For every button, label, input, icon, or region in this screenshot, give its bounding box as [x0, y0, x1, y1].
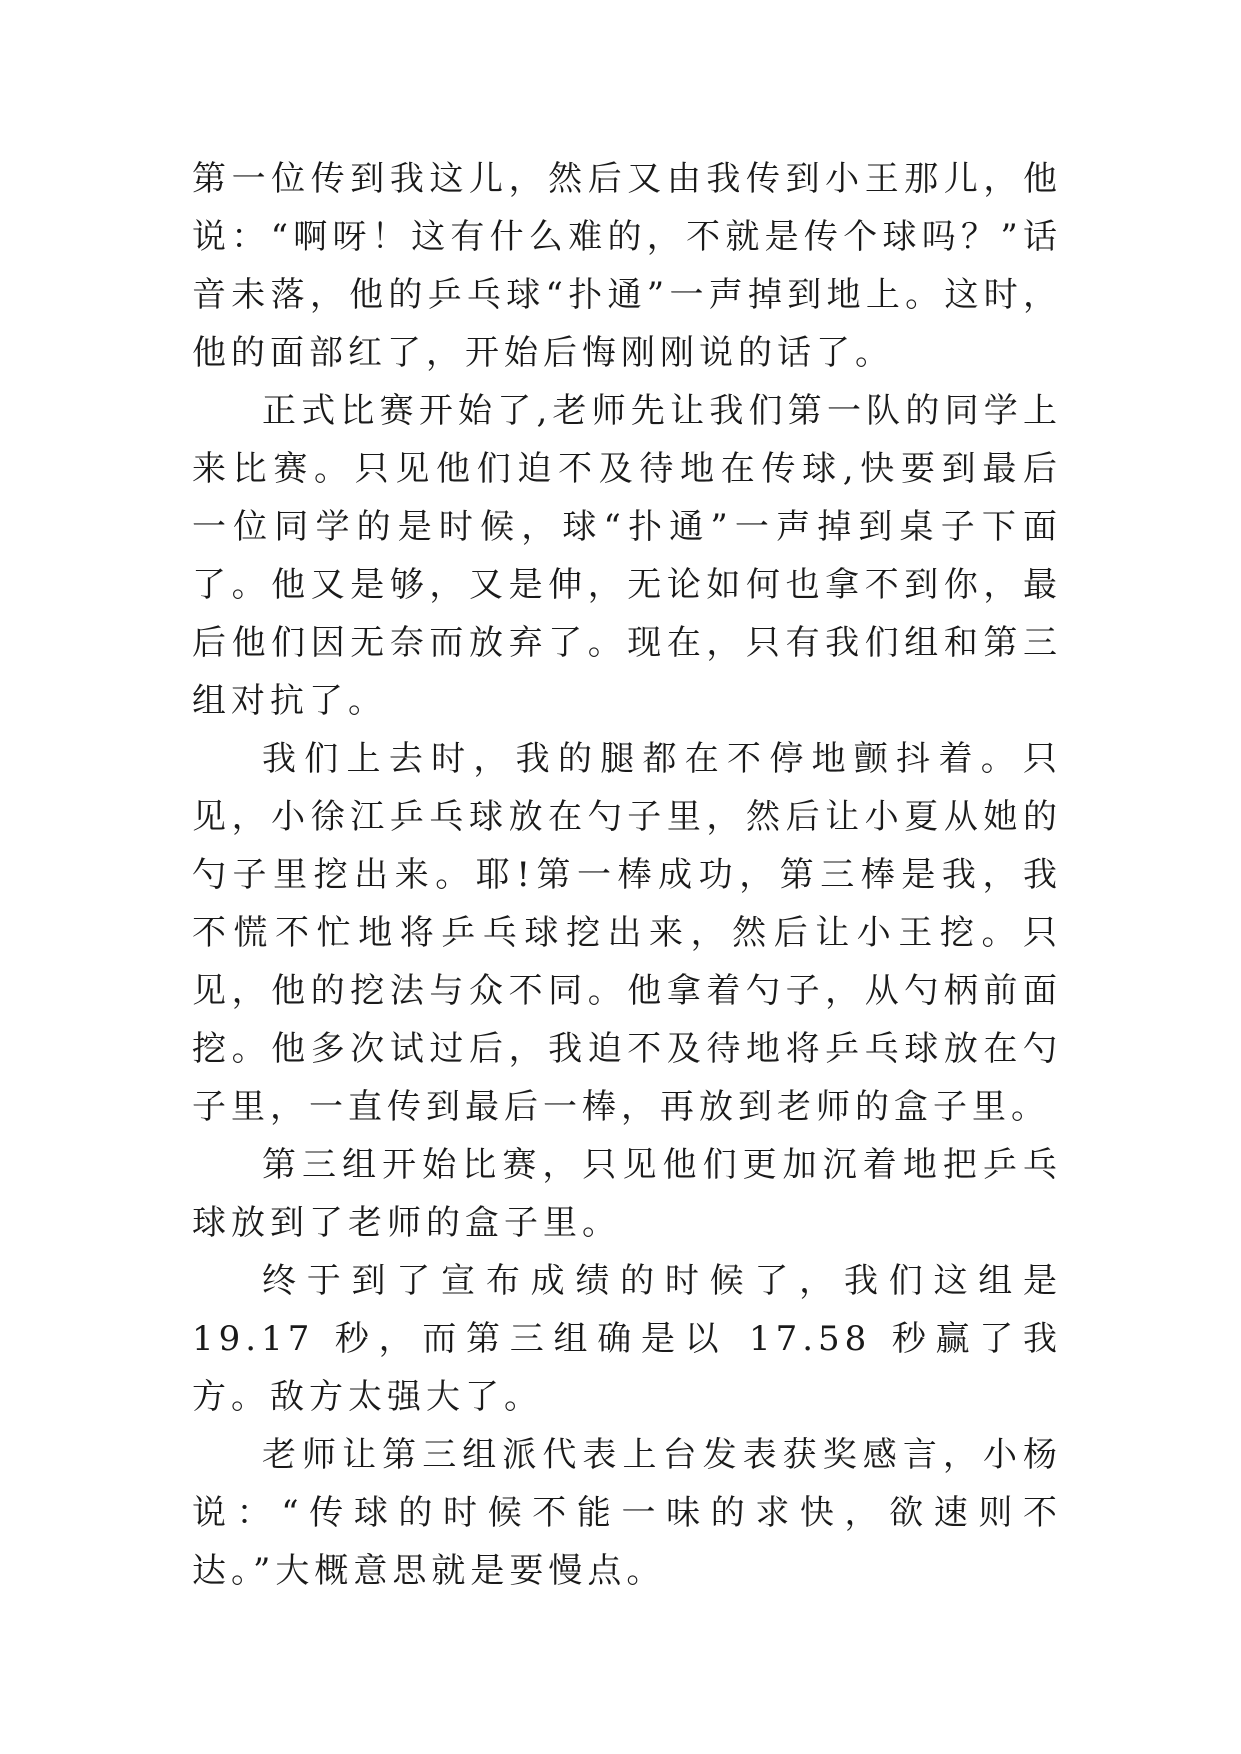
paragraph-2: 正式比赛开始了,老师先让我们第一队的同学上来比赛。只见他们迫不及待地在传球,快要到最后一位同学的是时候，球“扑通”一声掉到桌子下面了。他又是够，又是伸，无论如何也拿不到你，最后他们因无奈而放弃了。现在，只有我们组和第三组对抗了。	[192, 391, 1062, 721]
paragraph-1: 第一位传到我这儿，然后又由我传到小王那儿，他说：“啊呀！这有什么难的，不就是传个球吗？”话音未落，他的乒乓球“扑通”一声掉到地上。这时，他的面部红了，开始后悔刚刚说的话了。	[192, 159, 1062, 373]
paragraph-6: 老师让第三组派代表上台发表获奖感言，小杨说：“传球的时候不能一味的求快，欲速则不达。”大概意思就是要慢点。	[192, 1435, 1062, 1591]
paragraph-4: 第三组开始比赛，只见他们更加沉着地把乒乓球放到了老师的盒子里。	[192, 1145, 1062, 1243]
paragraph-5: 终于到了宣布成绩的时候了，我们这组是 19.17 秒，而第三组确是以 17.58 秒赢了我方。敌方太强大了。	[192, 1261, 1062, 1417]
document-page	[192, 150, 1062, 1600]
paragraph-3: 我们上去时，我的腿都在不停地颤抖着。只见，小徐江乒乓球放在勺子里，然后让小夏从她的勺子里挖出来。耶!第一棒成功，第三棒是我，我不慌不忙地将乒乓球挖出来，然后让小王挖。只见，他的挖法与众不同。他拿着勺子，从勺柄前面挖。他多次试过后，我迫不及待地将乒乓球放在勺子里，一直传到最后一棒，再放到老师的盒子里。	[192, 739, 1062, 1127]
